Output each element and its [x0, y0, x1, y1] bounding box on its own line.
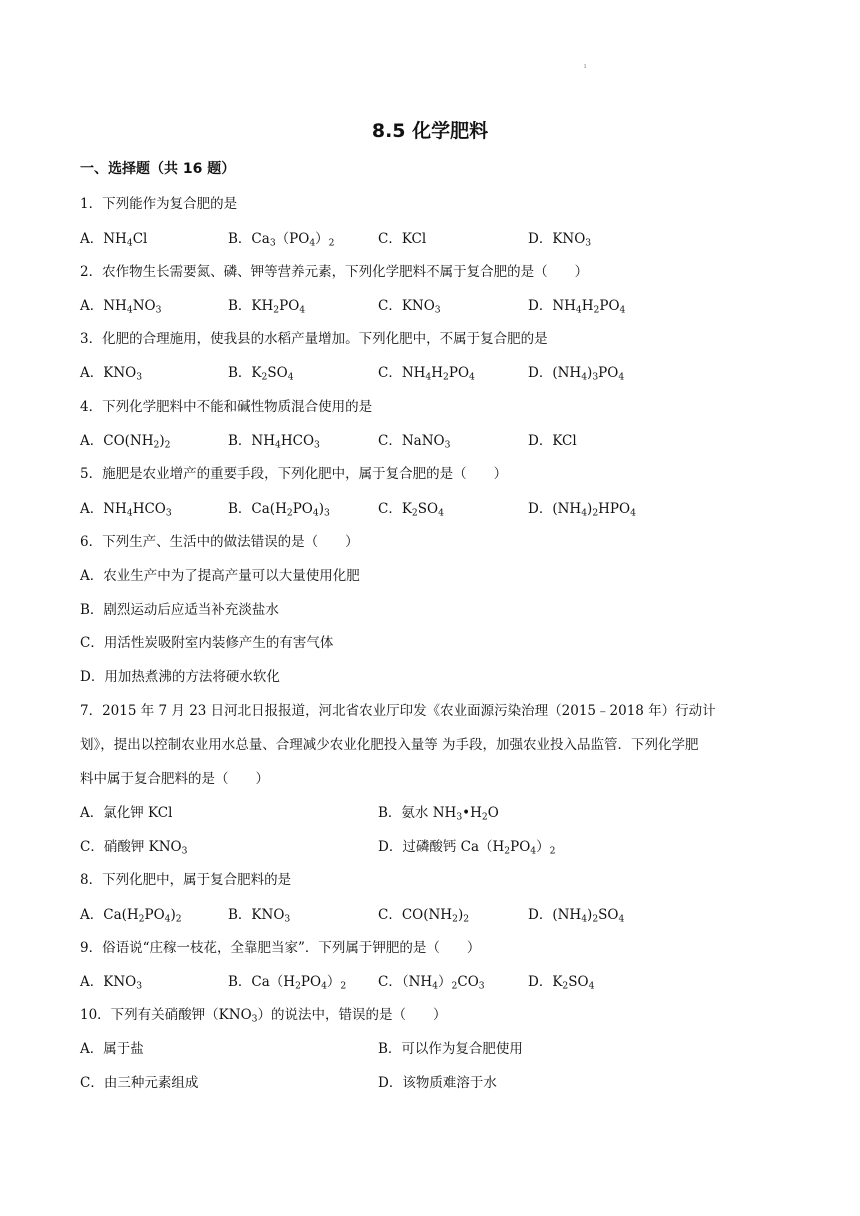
question-1: 1．下列能作为复合肥的是 — [80, 196, 238, 212]
option-b: B．$Ca(H_2PO_4)_2$ — [228, 974, 347, 992]
option-c: C．由三种元素组成 — [80, 1075, 199, 1091]
section-heading: 一、选择题（共 16 题） — [80, 161, 236, 177]
option-a: A．$CO(NH_2)_2$ — [80, 433, 171, 451]
option-c: C．$(NH_4)_2CO_3$ — [378, 974, 485, 992]
question-9: 9．俗语说“庄稼一枝花，全靠肥当家”．下列属于钾肥的是（ ） — [80, 940, 481, 956]
question-4: 4．下列化学肥料中不能和碱性物质混合使用的是 — [80, 399, 373, 415]
question-7-line-3: 料中属于复合肥料的是（ ） — [80, 771, 269, 787]
option-a: A．$KNO_3$ — [80, 974, 143, 992]
option-b: B．$Ca(H_2PO_4)_3$ — [228, 501, 330, 519]
option-b: B．$KH_2PO_4$ — [228, 298, 306, 316]
option-a: A．$NH_4HCO_3$ — [80, 501, 172, 519]
option-a: A．$NH_4NO_3$ — [80, 298, 162, 316]
option-a: A．农业生产中为了提高产量可以大量使用化肥 — [80, 568, 360, 584]
option-d: D．用加热煮沸的方法将硬水软化 — [80, 669, 280, 685]
option-b: B．$KNO_3$ — [228, 907, 291, 925]
option-c: C．$NH_4H_2PO_4$ — [378, 365, 475, 383]
option-c: C．$CO(NH_2)_2$ — [378, 907, 470, 925]
option-b: B．氨水 $NH_3•H_2O$ — [378, 805, 499, 823]
option-a: A．氯化钾 KCl — [80, 805, 173, 821]
question-10: 10．下列有关硝酸钾$(KNO_3)$的说法中，错误的是（ ） — [80, 1007, 447, 1025]
option-c: C．$K_2SO_4$ — [378, 501, 444, 519]
option-d: D．$(NH_4)_2HPO_4$ — [528, 501, 636, 519]
option-c: C．KCl — [378, 231, 427, 247]
option-c: C．$KNO_3$ — [378, 298, 441, 316]
option-c: C．硝酸钾 $KNO_3$ — [80, 839, 188, 857]
option-d: D．KCl — [528, 433, 577, 449]
option-d: D．$KNO_3$ — [528, 231, 592, 249]
question-7-line-1: 7．2015 年 7 月 23 日河北日报报道，河北省农业厅印发《农业面源污染治理（2015﹣2018 年）行动计 — [80, 703, 716, 719]
question-2: 2．农作物生长需要氮、磷、钾等营养元素，下列化学肥料不属于复合肥的是（ ） — [80, 264, 589, 280]
option-b: B．$K_2SO_4$ — [228, 365, 294, 383]
option-a: A．属于盐 — [80, 1041, 144, 1057]
option-c: C．用活性炭吸附室内装修产生的有害气体 — [80, 635, 334, 651]
page-title: 8.5 化学肥料 — [371, 120, 489, 142]
option-a: A．$KNO_3$ — [80, 365, 143, 383]
question-8: 8．下列化肥中，属于复合肥料的是 — [80, 872, 292, 888]
option-d: D．$(NH_4)_3PO_4$ — [528, 365, 625, 383]
option-a: A．$NH_4Cl$ — [80, 231, 148, 249]
option-d: D．该物质难溶于水 — [378, 1075, 497, 1091]
question-7-line-2: 划》，提出以控制农业用水总量、合理减少农业化肥投入量等 为手段，加强农业投入品监管．下列化学肥 — [80, 737, 699, 753]
option-d: D．$(NH_4)_2SO_4$ — [528, 907, 625, 925]
option-d: D．过磷酸钙 $Ca(H_2PO_4)_2$ — [378, 839, 556, 857]
option-b: B．$NH_4HCO_3$ — [228, 433, 320, 451]
option-c: C．NaNO$_3$ — [378, 433, 451, 451]
option-d: D．$K_2SO_4$ — [528, 974, 595, 992]
option-b: B．剧烈运动后应适当补充淡盐水 — [80, 602, 279, 618]
option-b: B．$Ca_3(PO_4)_2$ — [228, 231, 335, 249]
question-6: 6．下列生产、生活中的做法错误的是（ ） — [80, 534, 359, 550]
option-d: D．$NH_4H_2PO_4$ — [528, 298, 626, 316]
header-mark: ı — [584, 62, 587, 70]
question-5: 5．施肥是农业增产的重要手段，下列化肥中，属于复合肥的是（ ） — [80, 466, 508, 482]
option-a: A．$Ca(H_2PO_4)_2$ — [80, 907, 182, 925]
option-b: B．可以作为复合肥使用 — [378, 1041, 523, 1057]
question-3: 3．化肥的合理施用，使我县的水稻产量增加。下列化肥中，不属于复合肥的是 — [80, 331, 548, 347]
